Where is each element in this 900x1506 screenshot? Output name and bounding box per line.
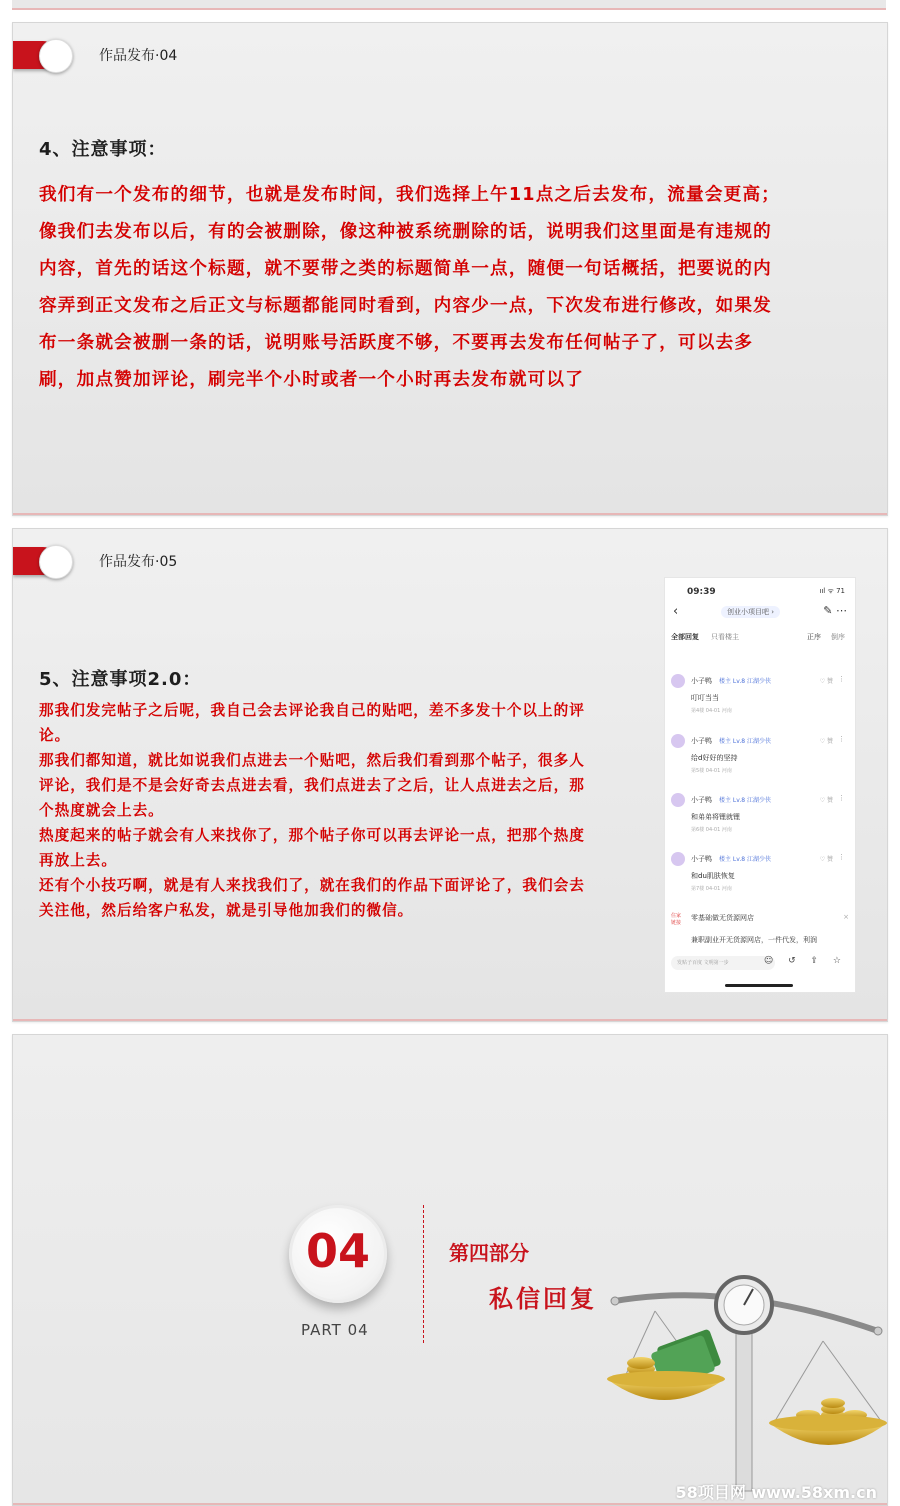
comment-author: 小子鸭 bbox=[691, 796, 712, 804]
section-tag: 作品发布·04 bbox=[99, 48, 178, 64]
slide-heading: 5、注意事项2.0： bbox=[39, 669, 202, 690]
ad-body[interactable]: 兼职副业开无货源网店，一件代发，利润 bbox=[691, 936, 817, 944]
section-label: 第四部分 bbox=[449, 1241, 529, 1265]
body-line: 像我们去发布以后，有的会被删除，像这种被系统删除的话，说明我们这里面是有违规的 bbox=[39, 222, 772, 242]
comment-meta: 第4楼 04-01 河南 bbox=[691, 708, 732, 714]
tab-order-asc[interactable]: 正序 bbox=[807, 633, 821, 641]
tab-order-desc[interactable]: 倒序 bbox=[831, 633, 845, 641]
like-button[interactable]: ♡ 赞 bbox=[819, 797, 833, 804]
section-tag: 作品发布·05 bbox=[99, 554, 178, 570]
phone-screenshot bbox=[664, 577, 856, 993]
comment-item bbox=[671, 734, 849, 788]
edit-more-icon[interactable]: ✎ ⋯ bbox=[823, 604, 847, 617]
part-label: PART 04 bbox=[301, 1321, 369, 1339]
avatar bbox=[671, 734, 685, 748]
comment-author: 小子鸭 bbox=[691, 855, 712, 863]
close-icon[interactable]: × bbox=[843, 913, 849, 921]
body-line: 那我们都知道，就比如说我们点进去一个贴吧，然后我们看到那个帖子，很多人 bbox=[39, 752, 585, 769]
slide-publish-04 bbox=[12, 22, 888, 516]
divider bbox=[423, 1205, 424, 1343]
body-line: 那我们发完帖子之后呢，我自己会去评论我自己的贴吧，差不多发十个以上的评 bbox=[39, 702, 585, 719]
comment-meta: 第7楼 04-01 河南 bbox=[691, 886, 732, 892]
body-line: 再放上去。 bbox=[39, 852, 117, 869]
reply-input[interactable]: 发贴子百度 文明第一步 bbox=[671, 956, 775, 970]
status-time: 09:39 bbox=[687, 587, 716, 597]
home-indicator bbox=[725, 984, 793, 987]
avatar bbox=[671, 852, 685, 866]
body-line: 还有个小技巧啊，就是有人来找我们了，就在我们的作品下面评论了，我们会去 bbox=[39, 877, 585, 894]
user-badges: 楼主 Lv.8 江湖少侠 bbox=[719, 678, 771, 685]
body-line: 论。 bbox=[39, 727, 71, 744]
balance-scale-icon bbox=[593, 1271, 887, 1501]
tab-all-replies[interactable]: 全部回复 bbox=[671, 633, 699, 641]
more-icon[interactable]: ⋮ bbox=[838, 675, 845, 683]
action-icons[interactable]: ☺ ↺ ⇪ ☆ bbox=[763, 956, 847, 966]
more-icon[interactable]: ⋮ bbox=[838, 794, 845, 802]
like-button[interactable]: ♡ 赞 bbox=[819, 856, 833, 863]
comment-item bbox=[671, 852, 849, 906]
like-button[interactable]: ♡ 赞 bbox=[819, 738, 833, 745]
slide-part-04 bbox=[12, 1034, 888, 1506]
back-icon[interactable]: ‹ bbox=[673, 604, 679, 619]
body-line: 个热度就会上去。 bbox=[39, 802, 164, 819]
comment-author: 小子鸭 bbox=[691, 737, 712, 745]
body-line: 关注他，然后给客户私发，就是引导他加我们的微信。 bbox=[39, 902, 414, 919]
slide-publish-05 bbox=[12, 528, 888, 1022]
comment-item bbox=[671, 674, 849, 728]
body-line: 布一条就会被删一条的话，说明账号活跃度不够，不要再去发布任何帖子了，可以去多 bbox=[39, 333, 754, 353]
toggle-icon bbox=[13, 37, 77, 73]
comment-text: 和du肌肤恢复 bbox=[691, 872, 735, 880]
comment-author: 小子鸭 bbox=[691, 677, 712, 685]
body-line: 容弄到正文发布之后正文与标题都能同时看到，内容少一点，下次发布进行修改，如果发 bbox=[39, 296, 772, 316]
comment-item bbox=[671, 793, 849, 847]
part-number: 04 bbox=[305, 1224, 370, 1278]
ad-title[interactable]: 零基础做无货源网店 bbox=[691, 914, 754, 922]
body-line: 刷，加点赞加评论，刷完半个小时或者一个小时再去发布就可以了 bbox=[39, 370, 585, 390]
like-button[interactable]: ♡ 赞 bbox=[819, 678, 833, 685]
avatar bbox=[671, 793, 685, 807]
section-title: 私信回复 bbox=[489, 1285, 597, 1313]
part-number-badge bbox=[289, 1205, 387, 1303]
signal-icon: ııl ᯤ 71 bbox=[819, 587, 845, 595]
toggle-icon bbox=[13, 543, 77, 579]
previous-slide-edge bbox=[12, 0, 886, 10]
body-line: 内容，首先的话这个标题，就不要带之类的标题简单一点，随便一句话概括，把要说的内 bbox=[39, 259, 772, 279]
body-line: 热度起来的帖子就会有人来找你了，那个帖子你可以再去评论一点，把那个热度 bbox=[39, 827, 585, 844]
forum-name[interactable]: 创业小项目吧 › bbox=[721, 606, 780, 618]
more-icon[interactable]: ⋮ bbox=[838, 853, 845, 861]
body-line: 我们有一个发布的细节，也就是发布时间，我们选择上午11点之后去发布，流量会更高； bbox=[39, 185, 781, 205]
more-icon[interactable]: ⋮ bbox=[838, 735, 845, 743]
user-badges: 楼主 Lv.8 江湖少侠 bbox=[719, 738, 771, 745]
watermark: 58项目网 www.58xm.cn bbox=[675, 1483, 877, 1502]
user-badges: 楼主 Lv.8 江湖少侠 bbox=[719, 856, 771, 863]
comment-text: 给d好好的坚持 bbox=[691, 754, 738, 762]
comment-meta: 第6楼 04-01 河南 bbox=[691, 827, 732, 833]
ad-tag: 住家链接 bbox=[671, 913, 682, 926]
slide-heading: 4、注意事项： bbox=[39, 139, 167, 160]
body-line: 评论，我们是不是会好奇去点进去看，我们点进去了之后，让人点进去之后，那 bbox=[39, 777, 585, 794]
comment-text: 叮叮当当 bbox=[691, 694, 719, 702]
avatar bbox=[671, 674, 685, 688]
comment-text: 和弟弟将锂就锂 bbox=[691, 813, 740, 821]
user-badges: 楼主 Lv.8 江湖少侠 bbox=[719, 797, 771, 804]
comment-meta: 第5楼 04-01 河南 bbox=[691, 768, 732, 774]
tab-host-only[interactable]: 只看楼主 bbox=[711, 633, 739, 641]
